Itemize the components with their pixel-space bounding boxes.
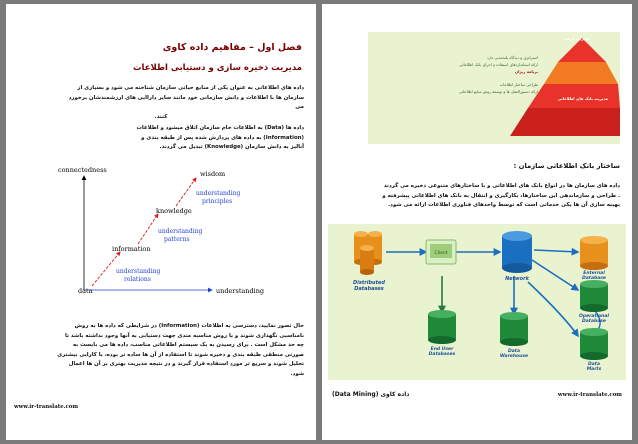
text-line: داده های اطلاعاتی به عنوان یکی از منابع حیاتی سازمان شناخته می شود و بسیاری از: [77, 85, 304, 91]
label-end-user: Databases: [428, 352, 456, 357]
label-end-user: End User: [430, 347, 454, 352]
label-warehouse: Warehouse: [499, 354, 529, 359]
text-line: می: [295, 104, 304, 111]
label-knowledge: knowledge: [156, 207, 192, 215]
arrow-knowledge-wisdom: [176, 178, 196, 206]
label-wisdom: wisdom: [200, 170, 226, 178]
page-footer: www.ir-translate.com: [14, 404, 79, 410]
chapter-title: فصل اول – مفاهیم داده کاوی: [162, 42, 302, 53]
label-operational: Operational: [579, 314, 609, 319]
pyramid-line: استراتژی و دیدگاه بلندمدتی دارد: [487, 55, 538, 60]
step-label: understanding: [158, 228, 203, 235]
distributed-databases-cylinders: [354, 231, 382, 275]
right-paragraph: [334, 182, 620, 211]
section-title: مدیریت ذخیره سازی و دستیابی اطلاعات: [133, 63, 302, 73]
pyramid-line: ارائه دستورالعمل ها و توسعه روش منابع اطلاعاتی: [458, 89, 538, 94]
arrow: [534, 250, 578, 252]
paragraph-3: [18, 322, 304, 380]
label-distributed: Databases: [354, 286, 384, 292]
pyramid-tier: [510, 108, 620, 136]
text-line: حال تصور نمایید، دسترسی به اطلاعات (Information) در شرایطی که داده ها به روش: [74, 323, 304, 329]
arrow: [528, 282, 578, 336]
label-data: data: [78, 287, 93, 295]
end-user-database-cylinder: [428, 310, 456, 344]
text-line: سازمان ها با اطلاعات و دانش سازمانی خود مانند سایر داراایی های ارزشمندشان برخورد: [68, 94, 304, 101]
arrow: [532, 260, 578, 290]
network-cylinder: [502, 231, 532, 273]
axis-x-label: understanding: [216, 287, 265, 295]
external-database-cylinder: [580, 236, 608, 270]
label-information: information: [112, 245, 151, 253]
network-svg: [328, 224, 626, 380]
label-marts: Data: [588, 362, 600, 367]
step-label: principles: [202, 198, 233, 205]
pyramid-top-label: مدیریت ارشد: [564, 36, 590, 41]
figure-caption: (Data Mining) داده کاوی: [332, 391, 410, 398]
section-heading: ساختار بانک اطلاعاتی سازمان :: [513, 162, 620, 170]
text-line: داده ها (Data) به اطلاعات خام سازمان اتلاق میشود و اطلاعات: [136, 125, 304, 131]
pyramid-line: برنامه ریزان: [514, 69, 538, 74]
network-diagram: [328, 224, 626, 380]
pyramid-line: مدیریت بانک های اطلاعاتی: [557, 96, 608, 101]
label-external: Enternal: [583, 271, 605, 276]
data-warehouse-cylinder: [500, 312, 528, 346]
label-client: Client: [434, 251, 448, 256]
label-external: Database: [582, 276, 606, 281]
arrow-information-knowledge: [138, 214, 158, 244]
text-line: کنند.: [154, 113, 168, 120]
text-line: صورتی منطقی طبقه بندی و ذخیره شوند تا استفاده از آن ها ساده تر بوده، با کارایی بیشتری: [57, 351, 304, 358]
text-line: آنالیز به دانش سازمان (Knowledge) تبدیل می گردند.: [159, 144, 304, 151]
pyramid-tier: [558, 38, 606, 62]
text-line: (Information) به داده های پردازش شده پس از طبقه بندی و: [141, 134, 304, 141]
left-page: [6, 4, 316, 440]
label-warehouse: Data: [508, 349, 520, 354]
text-line: تحلیل شوند و سریع تر مورد استفاده قرار گیرند و در نتیجه مدیریت بهتری بر آن ها اعمال: [68, 361, 304, 368]
label-marts: Marts: [586, 367, 602, 372]
label-network: Network: [505, 276, 529, 282]
text-line: چه حد مشکل است . برای رسیدن به یک سیستم اطلاعاتی مناسب، داده ها می بایست به: [72, 342, 304, 349]
text-line: شود.: [290, 370, 304, 377]
page-footer: www.ir-translate.com: [557, 392, 622, 398]
paragraph-2: [18, 124, 304, 153]
pyramid-line: ارائه استانداردهای استفاده و اجرای بانک اطلاعاتی: [459, 62, 538, 67]
step-label: understanding: [116, 268, 161, 275]
text-line: نامناسبی نگهداری شوند و یا روش مناسبه متدی جهت دستیابی به آنها وجود نداشته باشد تا: [65, 332, 304, 339]
step-label: understanding: [196, 190, 241, 197]
dikw-diagram: [12, 162, 272, 302]
data-marts-cylinder: [580, 328, 608, 360]
text-line: . طراحی و سازماندهی این ساختارها، بکارگیری و انتقال به بانک های اطلاعاتی پیشرفته و: [382, 192, 620, 199]
label-distributed: Distributed: [353, 280, 385, 286]
paragraph-1: [18, 84, 304, 122]
step-label: relations: [124, 276, 151, 283]
management-pyramid: [368, 32, 620, 144]
pyramid-tier: [544, 62, 618, 84]
text-line: بهینه سازی آن ها یکی خدماتی است که توسط واحدهای فناوری اطلاعات ارائه می شود.: [388, 202, 620, 209]
step-label: patterns: [164, 236, 190, 243]
operational-database-cylinder: [580, 280, 608, 312]
right-page: [322, 4, 632, 440]
pyramid-lines: [388, 54, 608, 102]
label-operational: Database: [582, 319, 606, 324]
text-line: داده های سازمان ها در انواع بانک های اطلاعاتی و با ساختارهای متنوعی ذخیره می گردند: [383, 183, 620, 189]
axis-y-label: connectedness: [58, 166, 107, 174]
pyramid-line: طراحی ساختار اطلاعات: [499, 82, 538, 87]
